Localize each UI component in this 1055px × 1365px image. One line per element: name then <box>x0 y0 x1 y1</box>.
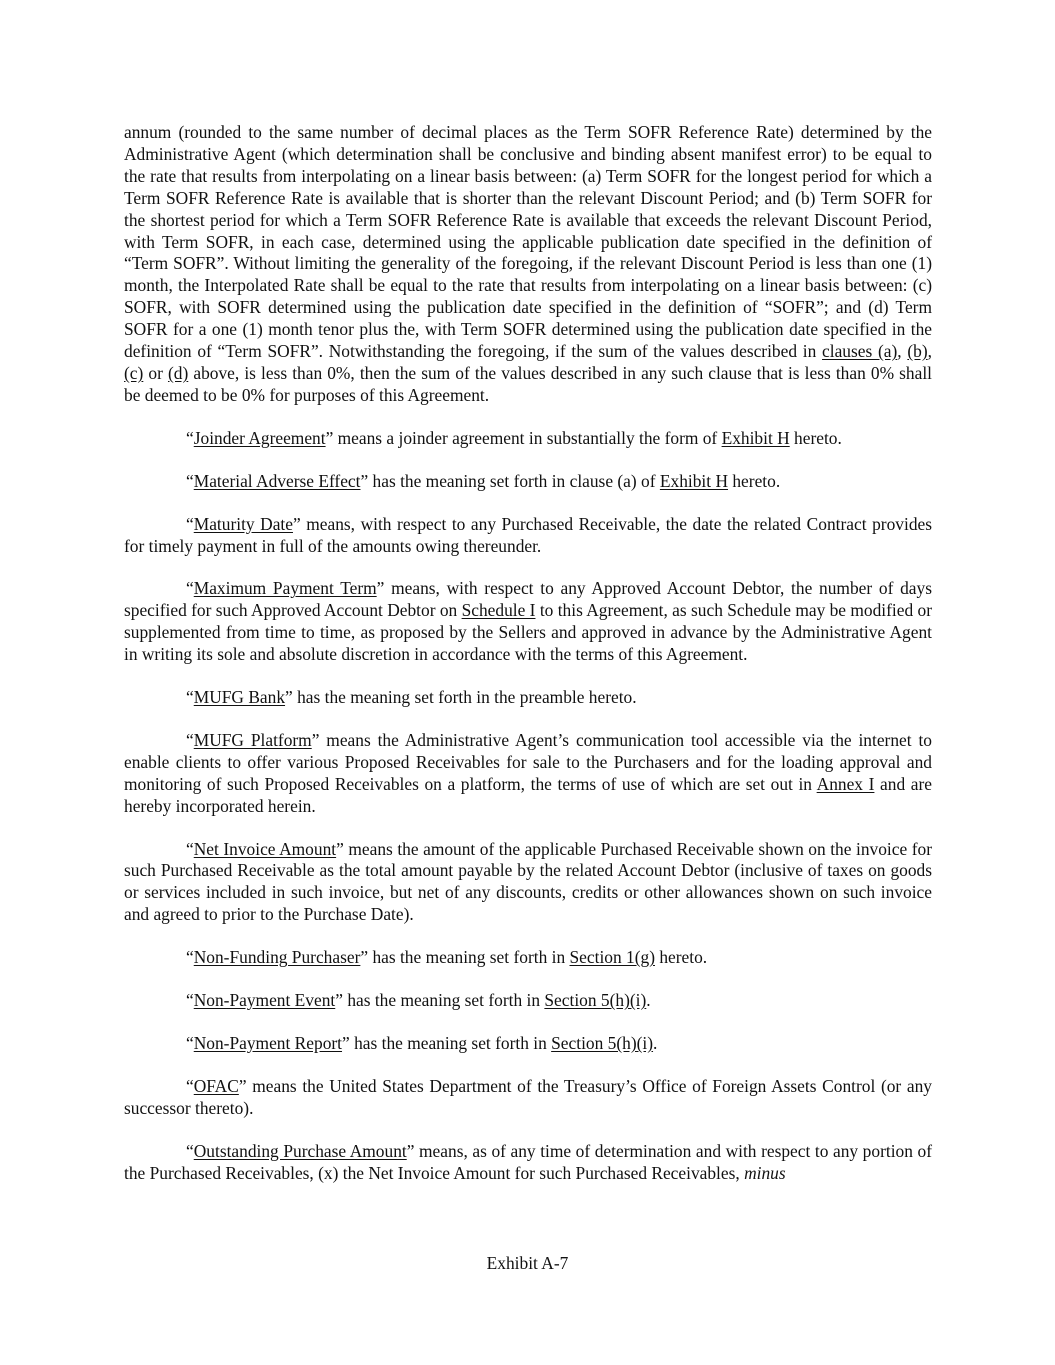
document-body <box>124 122 932 1206</box>
defined-term: Outstanding Purchase Amount <box>193 1140 407 1161</box>
page-footer: Exhibit A-7 <box>486 1253 569 1273</box>
cross-reference: Annex I <box>816 773 875 794</box>
clause-reference: (c) <box>124 362 144 383</box>
definition-joinder-agreement: “Joinder Agreement” means a joinder agreement in substantially the form of Exhibit H hereto. <box>186 427 842 448</box>
clause-reference: (b) <box>907 341 928 362</box>
paragraph-interpolated-rate-continued: annum (rounded to the same number of decimal places as the Term SOFR Reference Rate) determined by the Administrative Agent (which determination shall be conclusive and binding absent manifest error) to be equal to the rate that results from interpolating on a linear basis between: (a) Term SOFR for the longest period for which a Term SOFR Reference Rate is available that is shorter than the relevant Discount Period; and (b) Term SOFR for the shortest period for which a Term SOFR Reference Rate is available that exceeds the relevant Discount Period, with Term SOFR, in each case, determined using the applicable publication date specified in the definition of “Term SOFR”. Without limiting the generality of the foregoing, if the relevant Discount Period is less than one (1) month, the Interpolated Rate shall be equal to the rate that results from interpolating on a linear basis between: (c) SOFR, with SOFR determined using the publication date specified in the definition of “SOFR”; and (d) Term SOFR for a one (1) month tenor plus the, with Term SOFR determined using the publication date specified in the definition of “Term SOFR”. Notwithstanding the foregoing, if the sum of the values described in clauses (a), (b), (c) or (d) above, is less than 0%, then the sum of the values described in any such clause that is less than 0% shall be deemed to be 0% for purposes of this Agreement. <box>124 122 932 405</box>
defined-term: MUFG Bank <box>193 687 286 708</box>
italic-word: minus <box>744 1162 786 1183</box>
defined-term: Maturity Date <box>193 513 293 534</box>
defined-term: Non-Payment Event <box>193 990 336 1011</box>
definition-ofac: “OFAC” means the United States Department of the Treasury’s Office of Foreign Assets Control (or any successor thereto). <box>124 1075 932 1118</box>
definition-net-invoice-amount: “Net Invoice Amount” means the amount of the applicable Purchased Receivable shown on the invoice for such Purchased Receivable as the total amount payable by the related Account Debtor (inclusive of taxes on goods or services included in such invoice, but net of any discounts, credits or other allowances shown on such invoice and agreed to prior to the Purchase Date). <box>124 838 933 925</box>
defined-term: OFAC <box>193 1075 239 1096</box>
clause-reference: (d) <box>167 362 189 383</box>
definition-non-payment-report: “Non-Payment Report” has the meaning set forth in Section 5(h)(i). <box>186 1033 658 1053</box>
defined-term: Joinder Agreement <box>193 427 326 448</box>
definition-maximum-payment-term: “Maximum Payment Term” means, with respect to any Approved Account Debtor, the number of days specified for such Approved Account Debtor on Schedule I to this Agreement, as such Schedule may be modified or supplemented from time to time, as proposed by the Sellers and approved in advance by the Administrative Agent in writing its sole and absolute discretion in accordance with the terms of this Agreement. <box>124 578 932 665</box>
cross-reference: Section 5(h)(i) <box>544 990 647 1011</box>
definition-material-adverse-effect: “Material Adverse Effect” has the meaning set forth in clause (a) of Exhibit H hereto. <box>186 470 781 491</box>
cross-reference: Exhibit H <box>721 427 790 448</box>
definition-maturity-date: “Maturity Date” means, with respect to any Purchased Receivable, the date the related Contract provides for timely payment in full of the amounts owing thereunder. <box>124 513 932 556</box>
cross-reference: Schedule I <box>461 600 536 621</box>
cross-reference: Section 5(h)(i) <box>551 1033 654 1053</box>
cross-reference: Section 1(g) <box>569 947 655 968</box>
defined-term: MUFG Platform <box>193 729 312 750</box>
defined-term: Net Invoice Amount <box>193 838 337 859</box>
definition-mufg-bank: “MUFG Bank” has the meaning set forth in the preamble hereto. <box>186 687 637 708</box>
defined-term: Non-Payment Report <box>193 1033 343 1053</box>
defined-term: Material Adverse Effect <box>193 470 361 491</box>
defined-term: Maximum Payment Term <box>193 578 377 599</box>
definition-mufg-platform: “MUFG Platform” means the Administrative Agent’s communication tool accessible via the internet to enable clients to offer various Proposed Receivables for sale to the Purchasers and for the loading approval and monitoring of such Proposed Receivables on a platform, the terms of use of which are set out in Annex I and are hereby incorporated herein. <box>124 729 932 816</box>
defined-term: Non-Funding Purchaser <box>193 947 361 968</box>
definition-non-funding-purchaser: “Non-Funding Purchaser” has the meaning set forth in Section 1(g) hereto. <box>186 947 708 968</box>
clause-reference: clauses (a) <box>822 341 898 362</box>
cross-reference: Exhibit H <box>659 470 729 491</box>
definition-non-payment-event: “Non-Payment Event” has the meaning set forth in Section 5(h)(i). <box>186 990 651 1011</box>
definition-outstanding-purchase-amount: “Outstanding Purchase Amount” means, as of any time of determination and with respect to any portion of the Purchased Receivables, (x) the Net Invoice Amount for such Purchased Receivables, minus <box>124 1140 932 1183</box>
